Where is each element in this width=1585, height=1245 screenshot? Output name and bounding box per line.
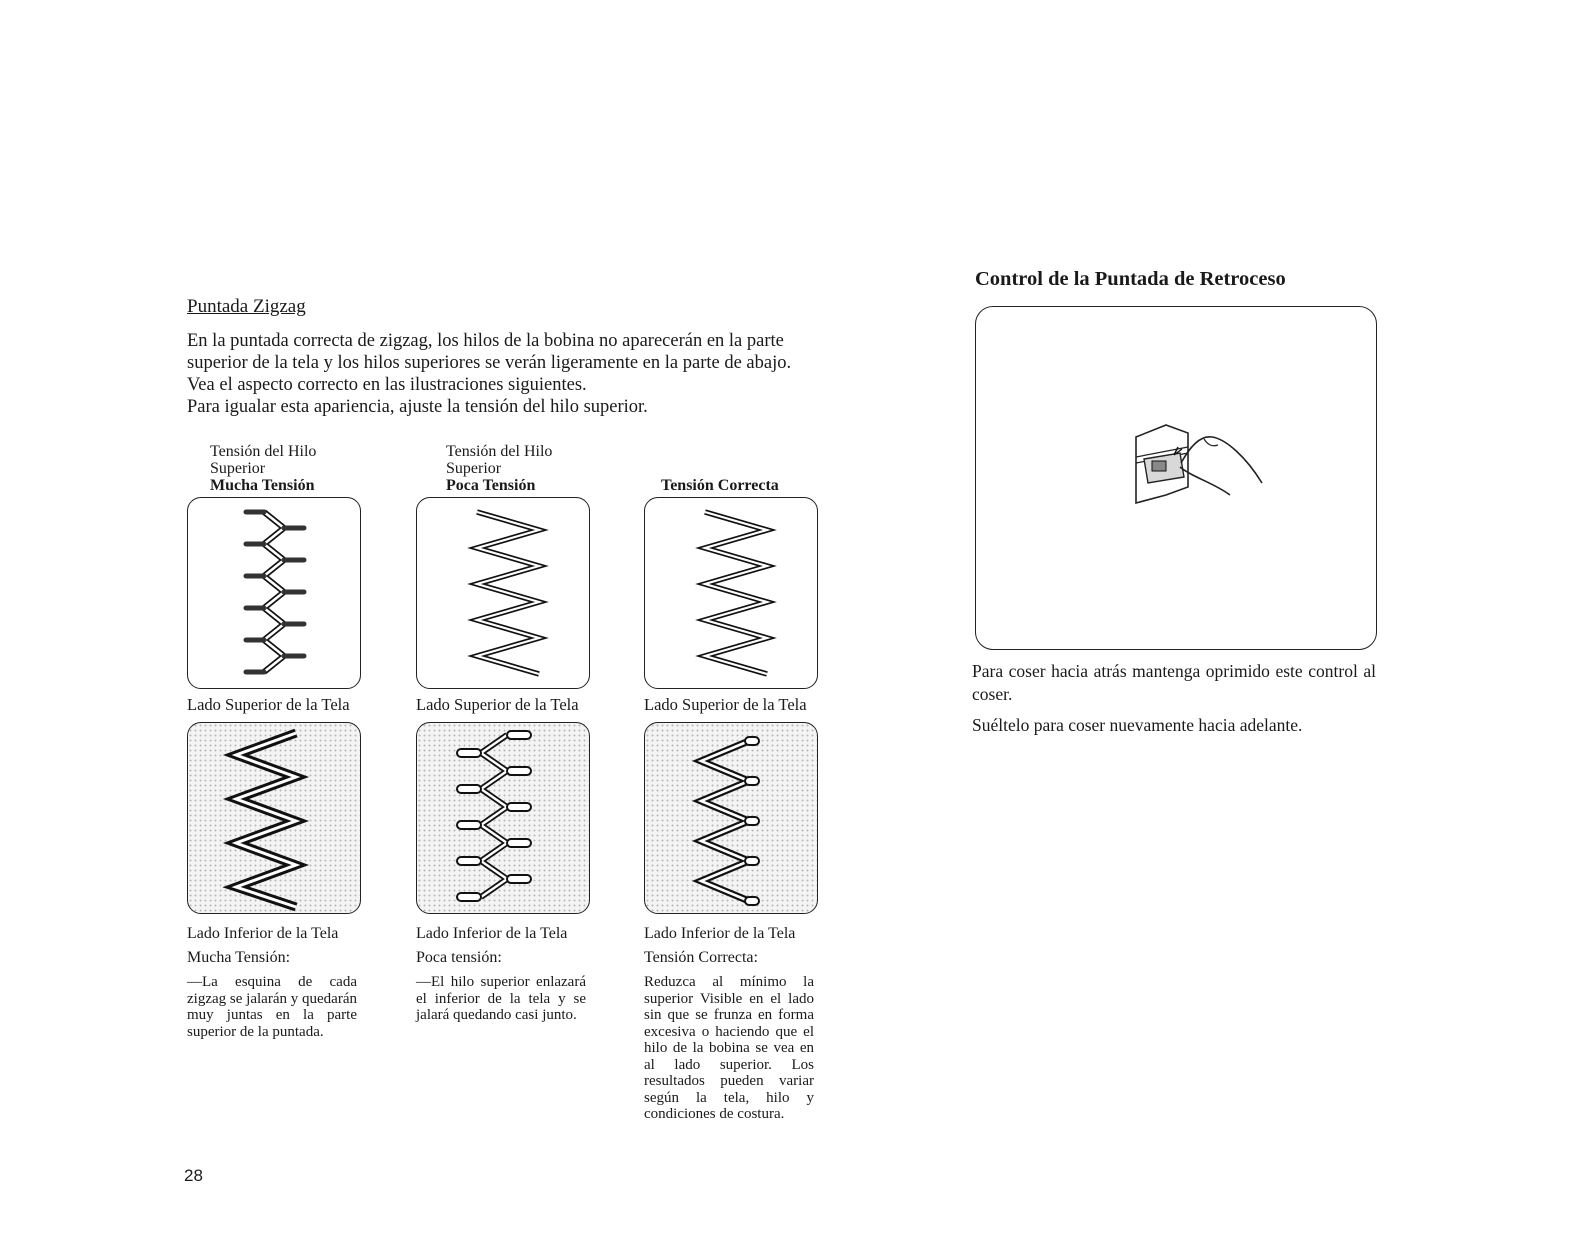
label-line: Superior xyxy=(446,460,502,477)
zigzag-low-bottom-illustration xyxy=(417,723,589,913)
section-heading-zigzag: Puntada Zigzag xyxy=(187,296,306,317)
result-note: Reduzca al mínimo la superior Visible en el lado sin que se frunza en forma excesiva o haciendo que el hilo de la bobina se vea en al lado superior. Los resultados pueden variar según la tela, hilo y condiciones de costura. xyxy=(644,974,814,1122)
intro-line: superior de la tela y los hilos superiores se verán ligeramente en la parte de abajo. xyxy=(187,353,792,373)
label-line: Superior xyxy=(210,460,266,477)
caption-bottom-side: Lado Inferior de la Tela xyxy=(187,925,339,942)
panel-high-tension-bottom xyxy=(187,722,361,914)
result-title: Mucha Tensión: xyxy=(187,949,291,966)
zigzag-correct-bottom-illustration xyxy=(645,723,817,913)
label-line: Tensión del Hilo xyxy=(446,443,553,460)
panel-correct-tension-top xyxy=(644,497,818,689)
label-line: Tensión del Hilo xyxy=(210,443,317,460)
reverse-text-1: Para coser hacia atrás mantenga oprimido este control al coser. xyxy=(972,661,1376,704)
section-heading-reverse: Control de la Puntada de Retroceso xyxy=(975,268,1286,290)
result-title: Tensión Correcta: xyxy=(644,949,758,966)
zigzag-high-bottom-illustration xyxy=(188,723,360,913)
panel-high-tension-top xyxy=(187,497,361,689)
intro-line: En la puntada correcta de zigzag, los hilos de la bobina no aparecerán en la parte xyxy=(187,331,784,351)
label-title: Tensión Correcta xyxy=(661,477,779,494)
reverse-text-2: Suéltelo para coser nuevamente hacia adelante. xyxy=(972,715,1303,735)
intro-line: Vea el aspecto correcto en las ilustraciones siguientes. xyxy=(187,375,587,395)
result-note: —El hilo superior enlazará el inferior de la tela y se jalará quedando casi junto. xyxy=(416,974,586,1023)
reverse-control-panel xyxy=(975,306,1377,650)
result-title: Poca tensión: xyxy=(416,949,502,966)
label-title: Mucha Tensión xyxy=(210,477,315,494)
column-3-label xyxy=(661,477,779,494)
caption-bottom-side: Lado Inferior de la Tela xyxy=(644,925,796,942)
panel-correct-tension-bottom xyxy=(644,722,818,914)
column-1-label xyxy=(210,443,316,494)
page-number: 28 xyxy=(184,1166,203,1185)
zigzag-correct-top-illustration xyxy=(645,498,817,688)
result-note: —La esquina de cada zigzag se jalarán y quedarán muy juntas en la parte superior de la puntada. xyxy=(187,974,357,1040)
intro-line: Para igualar esta apariencia, ajuste la tensión del hilo superior. xyxy=(187,397,648,417)
reverse-description xyxy=(972,660,1376,745)
zigzag-high-top-illustration xyxy=(188,498,360,688)
panel-low-tension-bottom xyxy=(416,722,590,914)
zigzag-intro xyxy=(187,330,827,418)
caption-top-side: Lado Superior de la Tela xyxy=(416,695,579,714)
label-title: Poca Tensión xyxy=(446,477,536,494)
panel-low-tension-top xyxy=(416,497,590,689)
column-2-label xyxy=(446,443,552,494)
reverse-button-illustration xyxy=(976,307,1376,649)
caption-bottom-side: Lado Inferior de la Tela xyxy=(416,925,568,942)
caption-top-side: Lado Superior de la Tela xyxy=(187,695,350,714)
caption-top-side: Lado Superior de la Tela xyxy=(644,695,807,714)
zigzag-low-top-illustration xyxy=(417,498,589,688)
